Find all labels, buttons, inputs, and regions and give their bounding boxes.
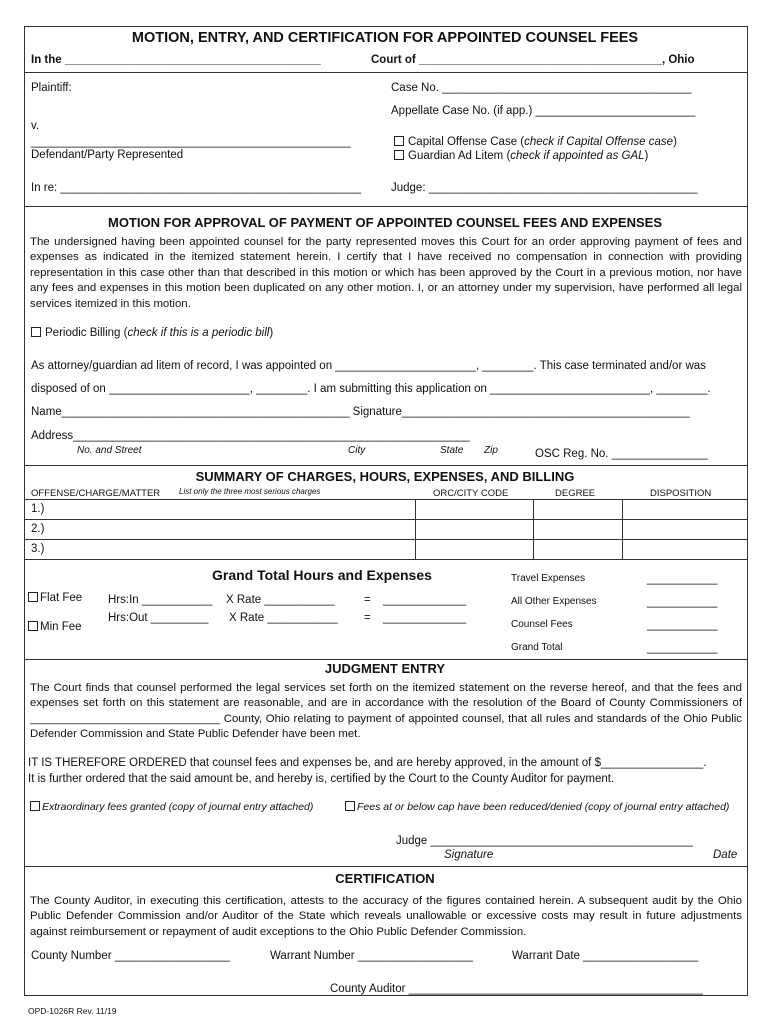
case-no-field[interactable]: Case No. _______________________________________ [391, 82, 692, 94]
travel-expenses-label: Travel Expenses [511, 573, 586, 584]
motion-statement: The undersigned having been appointed counsel for the party represented moves this Court for an order approving payment of fees and expenses as indicated in the itemized statement herein. I certify that I have received no compensation in connection with providing representation in this case other than that described in this motion or which has been approved by the Court in a previous motion, nor have any fees and expenses in this motion been duplicated on any other motion. I, or an attorney under my supervision, have performed all legal services itemized in this motion. [30, 236, 742, 310]
other-expenses-label: All Other Expenses [511, 596, 597, 607]
county-auditor-field[interactable]: County Auditor ______________________________________________ [330, 983, 703, 995]
hours-out-total-field[interactable]: _____________ [383, 612, 467, 624]
disposed-date-line[interactable]: disposed of on ______________________, ________. I am submitting this application on _________________________, ________. [31, 383, 711, 395]
defendant-label: Defendant/Party Represented [31, 149, 184, 161]
grand-total-label: Grand Total [511, 642, 563, 653]
table-line [24, 519, 748, 520]
certification-statement: The County Auditor, in executing this certification, attests to the accuracy of the figures contained herein. A subsequent audit by the Ohio Public Defender Commission and/or Auditor of the State which reveals unallowable or excessive costs may result in future adjustments against reimbursement or repayment of audit exceptions to the Ohio Public Defender Commission. [30, 895, 742, 938]
date-label: Date [713, 849, 738, 861]
rate-out-field[interactable]: X Rate ___________ [229, 612, 338, 624]
certification-title: CERTIFICATION [335, 871, 435, 886]
equals-sign: = [364, 594, 371, 606]
address-state-label: State [440, 445, 464, 456]
table-row[interactable]: 2.) [31, 523, 45, 535]
hours-in-field[interactable]: Hrs:In ___________ [108, 594, 213, 606]
plaintiff-label: Plaintiff: [31, 82, 72, 94]
warrant-date-field[interactable]: Warrant Date __________________ [512, 950, 699, 962]
in-the-field[interactable]: In the ________________________________________ [31, 54, 321, 66]
hours-out-field[interactable]: Hrs:Out _________ [108, 612, 209, 624]
min-fee-option[interactable]: Min Fee [28, 621, 82, 633]
table-line [24, 539, 748, 540]
guardian-ad-litem-option[interactable]: Guardian Ad Litem (check if appointed as GAL) [394, 150, 648, 162]
judge-signature-field[interactable]: Judge _________________________________________ [396, 835, 693, 847]
address-street-label: No. and Street [77, 445, 142, 456]
divider [24, 206, 748, 207]
divider [24, 866, 748, 867]
approval-order[interactable]: IT IS THEREFORE ORDERED that counsel fees and expenses be, and are hereby approved, in the amount of $________________. [28, 757, 707, 769]
col-offense-note: List only the three most serious charges [179, 487, 321, 496]
table-line [24, 499, 748, 500]
capital-offense-option[interactable]: Capital Offense Case (check if Capital Offense case) [394, 136, 677, 148]
totals-title: Grand Total Hours and Expenses [212, 567, 432, 583]
table-row[interactable]: 1.) [31, 503, 45, 515]
table-line [533, 499, 534, 559]
checkbox-icon[interactable] [28, 621, 38, 631]
address-city-label: City [348, 445, 366, 456]
signature-label: Signature [444, 849, 494, 861]
checkbox-icon[interactable] [394, 150, 404, 160]
table-line [622, 499, 623, 559]
fees-reduced-option[interactable]: Fees at or below cap have been reduced/denied (copy of journal entry attached) [345, 801, 729, 813]
defendant-field[interactable]: __________________________________________________ [31, 136, 351, 148]
periodic-billing-option[interactable]: Periodic Billing (check if this is a periodic bill) [31, 327, 273, 339]
checkbox-icon[interactable] [31, 327, 41, 337]
extraordinary-fees-option[interactable]: Extraordinary fees granted (copy of journal entry attached) [30, 801, 313, 813]
county-number-field[interactable]: County Number __________________ [31, 950, 230, 962]
flat-fee-option[interactable]: Flat Fee [28, 592, 82, 604]
checkbox-icon[interactable] [30, 801, 40, 811]
hours-in-total-field[interactable]: _____________ [383, 594, 467, 606]
appellate-case-no-field[interactable]: Appellate Case No. (if app.) _________________________ [391, 105, 696, 117]
counsel-fees-label: Counsel Fees [511, 619, 573, 630]
warrant-number-field[interactable]: Warrant Number __________________ [270, 950, 473, 962]
checkbox-icon[interactable] [345, 801, 355, 811]
checkbox-icon[interactable] [394, 136, 404, 146]
in-re-field[interactable]: In re: _______________________________________________ [31, 182, 362, 194]
form-title: MOTION, ENTRY, AND CERTIFICATION FOR APPOINTED COUNSEL FEES [131, 30, 639, 46]
judgment-title: JUDGMENT ENTRY [324, 661, 446, 676]
table-row[interactable]: 3.) [31, 543, 45, 555]
checkbox-icon[interactable] [28, 592, 38, 602]
motion-title: MOTION FOR APPROVAL OF PAYMENT OF APPOINTED COUNSEL FEES AND EXPENSES [107, 215, 662, 230]
name-signature-line[interactable]: Name_____________________________________________ Signature_____________________________________________ [31, 406, 690, 418]
summary-title: SUMMARY OF CHARGES, HOURS, EXPENSES, AND BILLING [195, 469, 575, 484]
osc-reg-field[interactable]: OSC Reg. No. _______________ [535, 448, 708, 460]
judgment-statement: The Court finds that counsel performed the legal services set forth on the itemized statement on the reverse hereof, and that the fees and expenses set forth on this statement are reasonable, and are in accordance with the resolution of the Board of County Commissioners of ______________________________ County, Ohio relating to payment of appointed counsel, that all rules and standards of the Ohio Public Defender Commission and State Public Defender have been met. [30, 682, 742, 741]
col-offense-header: OFFENSE/CHARGE/MATTER [31, 488, 161, 499]
judge-field[interactable]: Judge: __________________________________________ [391, 182, 698, 194]
court-of-field[interactable]: Court of ______________________________________, Ohio [371, 54, 695, 66]
table-line [24, 559, 748, 560]
form-id: OPD-1026R Rev. 11/19 [28, 1006, 117, 1016]
divider [24, 72, 748, 73]
certify-order: It is further ordered that the said amount be, and hereby is, certified by the Court to the County Auditor for payment. [28, 773, 615, 785]
form-border [24, 26, 748, 996]
col-degree-header: DEGREE [555, 488, 596, 499]
divider [24, 465, 748, 466]
equals-sign: = [364, 612, 371, 624]
grand-total-field[interactable]: ___________ [647, 642, 718, 654]
col-disposition-header: DISPOSITION [650, 488, 712, 499]
table-line [415, 499, 416, 559]
other-expenses-field[interactable]: ___________ [647, 596, 718, 608]
versus-label: v. [31, 120, 40, 132]
counsel-fees-field[interactable]: ___________ [647, 619, 718, 631]
col-orc-header: ORC/CITY CODE [433, 488, 509, 499]
travel-expenses-field[interactable]: ___________ [647, 573, 718, 585]
divider [24, 659, 748, 660]
appointed-date-line[interactable]: As attorney/guardian ad litem of record, I was appointed on ______________________, ________. This case terminated and/or was [31, 360, 706, 372]
address-field[interactable]: Address______________________________________________________________ [31, 430, 470, 442]
address-zip-label: Zip [484, 445, 498, 456]
rate-in-field[interactable]: X Rate ___________ [226, 594, 335, 606]
